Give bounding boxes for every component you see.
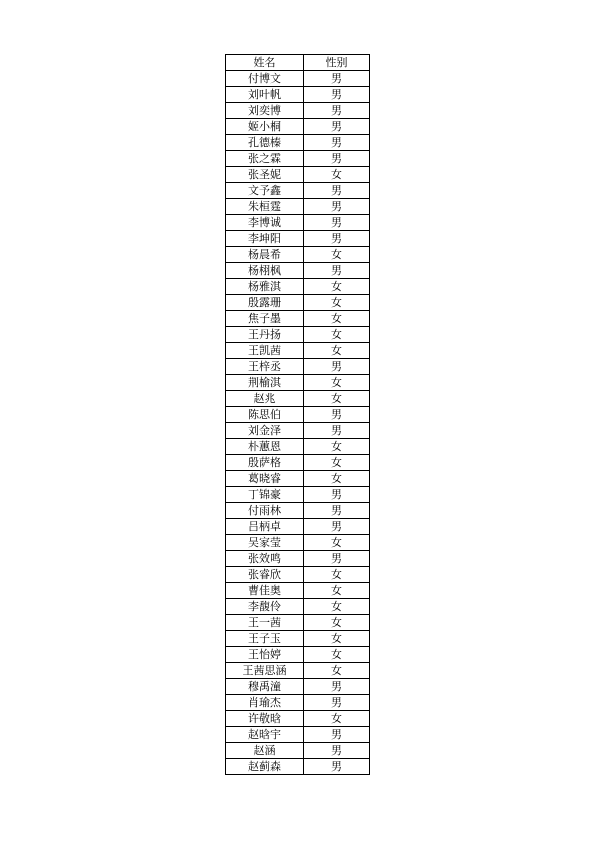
table-row — [226, 487, 370, 503]
cell-gender: 男 — [304, 87, 370, 103]
table-row — [226, 439, 370, 455]
cell-name: 王丹扬 — [226, 327, 304, 343]
table-row — [226, 583, 370, 599]
cell-gender: 男 — [304, 727, 370, 743]
cell-name: 赵兆 — [226, 391, 304, 407]
table-row — [226, 391, 370, 407]
cell-gender: 女 — [304, 167, 370, 183]
table-row — [226, 679, 370, 695]
table-row — [226, 279, 370, 295]
cell-name: 肖瑜杰 — [226, 695, 304, 711]
table-row — [226, 359, 370, 375]
cell-gender: 女 — [304, 711, 370, 727]
table-row — [226, 183, 370, 199]
table-row — [226, 71, 370, 87]
cell-gender: 女 — [304, 567, 370, 583]
cell-name: 吕柄卓 — [226, 519, 304, 535]
cell-gender: 男 — [304, 103, 370, 119]
table-row — [226, 295, 370, 311]
cell-name: 杨栩枫 — [226, 263, 304, 279]
cell-name: 王梓丞 — [226, 359, 304, 375]
table-row — [226, 519, 370, 535]
table-row — [226, 311, 370, 327]
cell-name: 王一茜 — [226, 615, 304, 631]
table-row — [226, 343, 370, 359]
table-row — [226, 119, 370, 135]
table-row — [226, 215, 370, 231]
cell-gender: 男 — [304, 551, 370, 567]
cell-gender: 女 — [304, 439, 370, 455]
table-row — [226, 727, 370, 743]
table-row — [226, 375, 370, 391]
cell-name: 荆榆淇 — [226, 375, 304, 391]
table-row — [226, 599, 370, 615]
cell-name: 付博文 — [226, 71, 304, 87]
cell-gender: 女 — [304, 471, 370, 487]
cell-gender: 男 — [304, 199, 370, 215]
cell-gender: 女 — [304, 279, 370, 295]
cell-name: 刘奕博 — [226, 103, 304, 119]
table-row — [226, 647, 370, 663]
cell-name: 张之霖 — [226, 151, 304, 167]
table-row — [226, 615, 370, 631]
cell-name: 王凯茜 — [226, 343, 304, 359]
table-row — [226, 199, 370, 215]
table-row — [226, 535, 370, 551]
cell-name: 赵蓟森 — [226, 759, 304, 775]
table-row — [226, 503, 370, 519]
cell-gender: 女 — [304, 663, 370, 679]
cell-gender: 女 — [304, 247, 370, 263]
cell-gender: 女 — [304, 375, 370, 391]
table-row — [226, 167, 370, 183]
cell-name: 赵晗宇 — [226, 727, 304, 743]
cell-gender: 女 — [304, 295, 370, 311]
table-row — [226, 743, 370, 759]
table-row — [226, 135, 370, 151]
cell-name: 葛晓睿 — [226, 471, 304, 487]
cell-gender: 女 — [304, 615, 370, 631]
cell-gender: 男 — [304, 215, 370, 231]
cell-name: 朴蕙恩 — [226, 439, 304, 455]
cell-gender: 男 — [304, 743, 370, 759]
table-row — [226, 759, 370, 775]
cell-gender: 男 — [304, 119, 370, 135]
cell-gender: 男 — [304, 263, 370, 279]
cell-name: 张圣妮 — [226, 167, 304, 183]
table-row — [226, 423, 370, 439]
table-row — [226, 231, 370, 247]
cell-name: 王茜思涵 — [226, 663, 304, 679]
cell-name: 朱桓霆 — [226, 199, 304, 215]
table-header-row — [226, 55, 370, 71]
cell-name: 穆禹潼 — [226, 679, 304, 695]
cell-name: 殷露珊 — [226, 295, 304, 311]
table-row — [226, 455, 370, 471]
column-header-gender: 性别 — [304, 55, 370, 71]
table-row — [226, 327, 370, 343]
table-row — [226, 247, 370, 263]
table-row — [226, 263, 370, 279]
cell-name: 赵涵 — [226, 743, 304, 759]
cell-name: 孔德榛 — [226, 135, 304, 151]
table-row — [226, 711, 370, 727]
table-body — [226, 71, 370, 775]
cell-gender: 男 — [304, 679, 370, 695]
cell-gender: 男 — [304, 151, 370, 167]
cell-gender: 男 — [304, 71, 370, 87]
cell-name: 殷萨格 — [226, 455, 304, 471]
cell-gender: 男 — [304, 503, 370, 519]
cell-gender: 女 — [304, 647, 370, 663]
table-row — [226, 151, 370, 167]
cell-gender: 女 — [304, 391, 370, 407]
table-row — [226, 103, 370, 119]
cell-gender: 女 — [304, 455, 370, 471]
cell-gender: 男 — [304, 519, 370, 535]
cell-gender: 男 — [304, 231, 370, 247]
cell-gender: 男 — [304, 407, 370, 423]
cell-gender: 男 — [304, 487, 370, 503]
cell-gender: 男 — [304, 695, 370, 711]
cell-gender: 女 — [304, 599, 370, 615]
cell-name: 陈思伯 — [226, 407, 304, 423]
cell-gender: 女 — [304, 311, 370, 327]
cell-name: 张睿欣 — [226, 567, 304, 583]
cell-gender: 男 — [304, 759, 370, 775]
cell-name: 文予鑫 — [226, 183, 304, 199]
cell-gender: 男 — [304, 183, 370, 199]
cell-name: 付雨林 — [226, 503, 304, 519]
cell-name: 杨雅淇 — [226, 279, 304, 295]
cell-name: 王怡婷 — [226, 647, 304, 663]
cell-gender: 男 — [304, 423, 370, 439]
table-row — [226, 471, 370, 487]
table-row — [226, 663, 370, 679]
column-header-name: 姓名 — [226, 55, 304, 71]
cell-gender: 男 — [304, 135, 370, 151]
cell-name: 焦子墨 — [226, 311, 304, 327]
cell-name: 李博诚 — [226, 215, 304, 231]
cell-name: 张效鸣 — [226, 551, 304, 567]
table-row — [226, 695, 370, 711]
cell-name: 曹佳奥 — [226, 583, 304, 599]
cell-name: 李坤阳 — [226, 231, 304, 247]
table-row — [226, 551, 370, 567]
cell-name: 刘金泽 — [226, 423, 304, 439]
cell-gender: 女 — [304, 327, 370, 343]
table-row — [226, 87, 370, 103]
cell-gender: 女 — [304, 583, 370, 599]
cell-name: 丁锦豪 — [226, 487, 304, 503]
table-row — [226, 631, 370, 647]
student-roster-table — [225, 54, 370, 775]
cell-gender: 男 — [304, 359, 370, 375]
cell-name: 许敬晗 — [226, 711, 304, 727]
table-row — [226, 567, 370, 583]
cell-gender: 女 — [304, 535, 370, 551]
cell-name: 刘叶帆 — [226, 87, 304, 103]
cell-gender: 女 — [304, 343, 370, 359]
cell-name: 姬小桐 — [226, 119, 304, 135]
cell-name: 王子玉 — [226, 631, 304, 647]
cell-gender: 女 — [304, 631, 370, 647]
cell-name: 吴家莹 — [226, 535, 304, 551]
cell-name: 李馥伶 — [226, 599, 304, 615]
table-row — [226, 407, 370, 423]
cell-name: 杨晨希 — [226, 247, 304, 263]
